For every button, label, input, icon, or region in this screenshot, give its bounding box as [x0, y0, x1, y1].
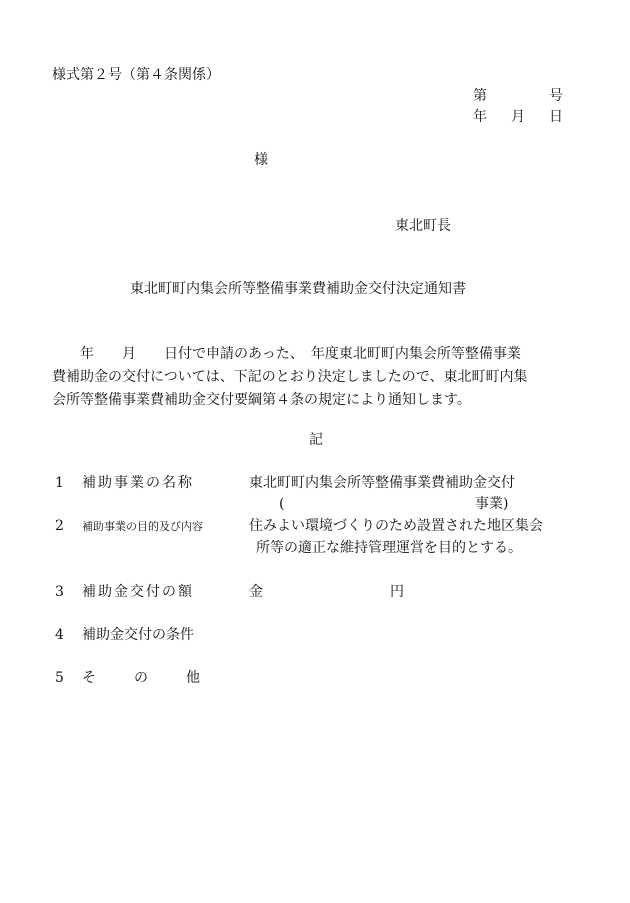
item-value-line2: 所等の適正な維持管理運営を目的とする。	[256, 540, 522, 556]
item-number: 3	[55, 584, 64, 600]
addressee-honorific: 様	[254, 152, 268, 168]
item-number: 5	[55, 670, 64, 686]
date-year: 年	[473, 109, 487, 125]
item-number: 1	[55, 475, 64, 491]
item-number: 4	[55, 627, 64, 643]
amount-suffix: 円	[390, 584, 404, 600]
body-line-3: 会所等整備事業費補助金交付要綱第４条の規定により通知します。	[52, 392, 471, 408]
item-label: 補助事業の名称	[82, 475, 194, 491]
item-label: 補助金交付の条件	[82, 627, 194, 643]
item-label-part: の	[134, 670, 148, 686]
item-label: 補助事業の目的及び内容	[82, 520, 203, 533]
ki-heading: 記	[309, 432, 323, 448]
body-line-1: 年 月 日付で申請のあった、 年度東北町町内集会所等整備事業	[80, 346, 521, 362]
item-value: 住みよい環境づくりのため設置された地区集会	[249, 518, 543, 534]
item-label-part: 他	[186, 670, 200, 686]
date-month: 月	[511, 109, 525, 125]
item-label-part: そ	[82, 670, 96, 686]
sender-name: 東北町長	[395, 218, 451, 234]
date-day: 日	[549, 109, 563, 125]
form-label: 様式第２号（第４条関係）	[52, 67, 220, 83]
body-line-2: 費補助金の交付については、下記のとおり決定しましたので、東北町町内集	[52, 369, 528, 385]
item-number: 2	[55, 518, 64, 534]
doc-number-suffix: 号	[549, 88, 563, 104]
doc-number-prefix: 第	[473, 88, 487, 104]
amount-prefix: 金	[249, 584, 263, 600]
item-label: 補助金交付の額	[82, 584, 194, 600]
item-value: 東北町町内集会所等整備事業費補助金交付	[249, 475, 515, 491]
document-title: 東北町町内集会所等整備事業費補助金交付決定通知書	[130, 281, 466, 297]
item-value-paren-close: 事業)	[475, 496, 509, 512]
item-value-paren-open: (	[279, 496, 285, 512]
